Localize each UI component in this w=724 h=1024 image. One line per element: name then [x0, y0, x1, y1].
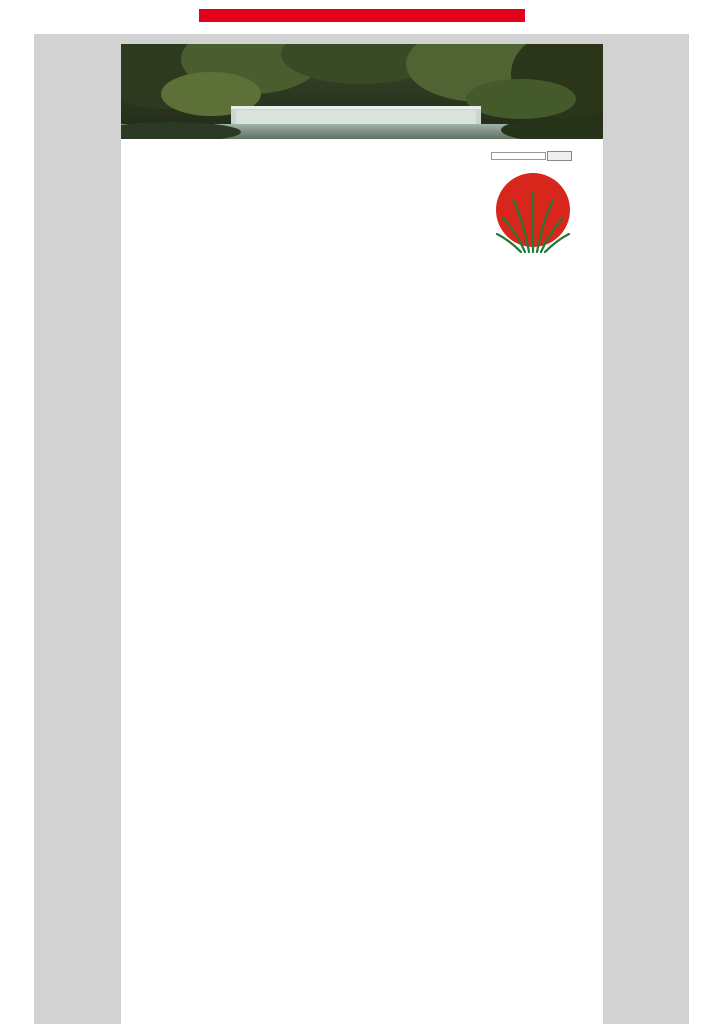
main-content — [150, 150, 431, 190]
search-button[interactable] — [547, 151, 572, 161]
nfosigw-logo[interactable] — [493, 170, 573, 254]
site-banner[interactable] — [121, 44, 603, 139]
search-form — [489, 150, 575, 162]
chief-editor — [150, 160, 431, 167]
sidebar-menu — [489, 278, 575, 281]
screenshot-header — [0, 0, 724, 28]
search-input[interactable] — [491, 152, 546, 160]
secretary — [150, 175, 431, 182]
nfosigw-logo-icon — [493, 170, 573, 254]
screenshot-url-strip[interactable] — [199, 9, 525, 22]
banner-landscape-image — [121, 44, 603, 139]
